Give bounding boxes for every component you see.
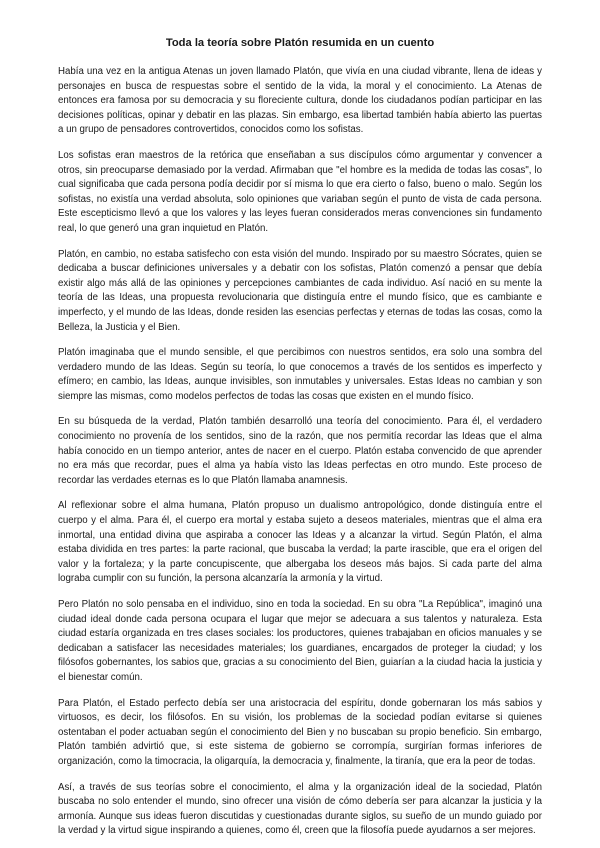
paragraph-6: Al reflexionar sobre el alma humana, Platón propuso un dualismo antropológico, donde distinguía entre el cuerpo y el alma. Para él, el cuerpo era mortal y estaba sujeto a deseos materiales, mientras que el alma era inmortal, una entidad divina que aspiraba a conocer las Ideas y a alcanzar la virtud. Según Platón, el alma estaba dividida en tres partes: la parte racional, que buscaba la verdad; la parte irascible, que era el origen del valor y la fortaleza; y la parte concupiscente, que albergaba los deseos más bajos. Si cada parte del alma lograba cumplir con su función, la persona alcanzaría la armonía y la virtud. [58,500,542,585]
paragraph-4: Platón imaginaba que el mundo sensible, el que percibimos con nuestros sentidos, era solo una sombra del verdadero mundo de las Ideas. Según su teoría, lo que conocemos a través de los sentidos es imperfecto y efímero; en cambio, las Ideas, aunque invisibles, son inmutables y universales. Estas Ideas no cambian y son siempre las mismas, como modelos perfectos de todas las cosas que existen en el mundo físico. [58,347,542,402]
paragraph-7: Pero Platón no solo pensaba en el individuo, sino en toda la sociedad. En su obra "La República", imaginó una ciudad ideal donde cada persona ocupara el lugar que mejor se adecuara a sus talentos y naturaleza. Esta ciudad estaría organizada en tres clases sociales: los productores, quienes trabajaban en oficios manuales y se dedicaban a satisfacer las necesidades materiales; los guardianes, encargados de proteger la ciudad; y los filósofos gobernantes, los sabios que, gracias a su conocimiento del Bien, guiarían a la ciudad hacia la justicia y el bienestar común. [58,599,542,683]
paragraph-8: Para Platón, el Estado perfecto debía ser una aristocracia del espíritu, donde gobernaran los más sabios y virtuosos, es decir, los filósofos. En su visión, los problemas de la sociedad podían evitarse si quienes ostentaban el poder actuaban según el conocimiento del Bien y no buscaban su propio beneficio. Sin embargo, Platón también advirtió que, si este sistema de gobierno se corrompía, surgirían formas inferiores de organización, como la timocracia, la oligarquía, la democracia y, finalmente, la tiranía, que era la peor de todas. [58,697,542,767]
paragraph-3: Platón, en cambio, no estaba satisfecho con esta visión del mundo. Inspirado por su maestro Sócrates, quien se dedicaba a buscar definiciones universales y a debatir con los sofistas, Platón comenzó a pensar que debía existir algo más allá de las opiniones y percepciones cambiantes de cada individuo. Así nació en su mente la teoría de las Ideas, una propuesta revolucionaria que distinguía entre el mundo físico, que es cambiante e imperfecto, y el mundo de las Ideas, donde residen las esencias perfectas y eternas de todas las cosas, como la Belleza, la Justicia y el Bien. [58,248,542,333]
paragraph-1: Había una vez en la antigua Atenas un joven llamado Platón, que vivía en una ciudad vibrante, llena de ideas y personajes en busca de respuestas sobre el sentido de la vida, la moral y el conocimiento. La Atenas de entonces era famosa por su democracia y su floreciente cultura, donde los ciudadanos podían participar en las decisiones políticas, opinar y debatir en las plazas. Sin embargo, esa libertad también había abierto las puertas a un grupo de pensadores controvertidos, conocidos como los sofistas. [58,66,542,136]
paragraph-5: En su búsqueda de la verdad, Platón también desarrolló una teoría del conocimiento. Para él, el verdadero conocimiento no provenía de los sentidos, sino de la razón, que nos permitía recordar las Ideas que el alma había conocido en un tiempo anterior, antes de nacer en el cuerpo. Platón estaba convencido de que aprender no era más que recordar, pues el alma ya había visto las Ideas perfectas en otro mundo. Este proceso de recordar las verdades eternas es lo que Platón llamaba anamnesis. [58,416,542,486]
document-title: Toda la teoría sobre Platón resumida en un cuento [165,37,435,49]
paragraph-9: Así, a través de sus teorías sobre el conocimiento, el alma y la organización ideal de la sociedad, Platón buscaba no solo entender el mundo, sino ofrecer una visión de cómo debería ser para alcanzar la justicia y la armonía. Aunque sus ideas fueron discutidas y cuestionadas durante siglos, su sueño de un mundo guiado por la verdad y la virtud sigue inspirando a quienes, como él, creen que la filosofía puede ayudarnos a ser mejores. [58,781,542,837]
paragraph-2: Los sofistas eran maestros de la retórica que enseñaban a sus discípulos cómo argumentar y convencer a otros, sin preocuparse demasiado por la verdad. Afirmaban que "el hombre es la medida de todas las cosas", lo cual significaba que cada persona podía decidir por sí misma lo que era cierto o falso, bueno o malo. Según los sofistas, no existía una verdad absoluta, solo opiniones que variaban según el punto de vista de cada persona. Este escepticismo llevó a que los valores y las leyes fueran considerados meras convenciones sin fundamento real, lo que generó una gran inquietud en Platón. [58,149,542,234]
